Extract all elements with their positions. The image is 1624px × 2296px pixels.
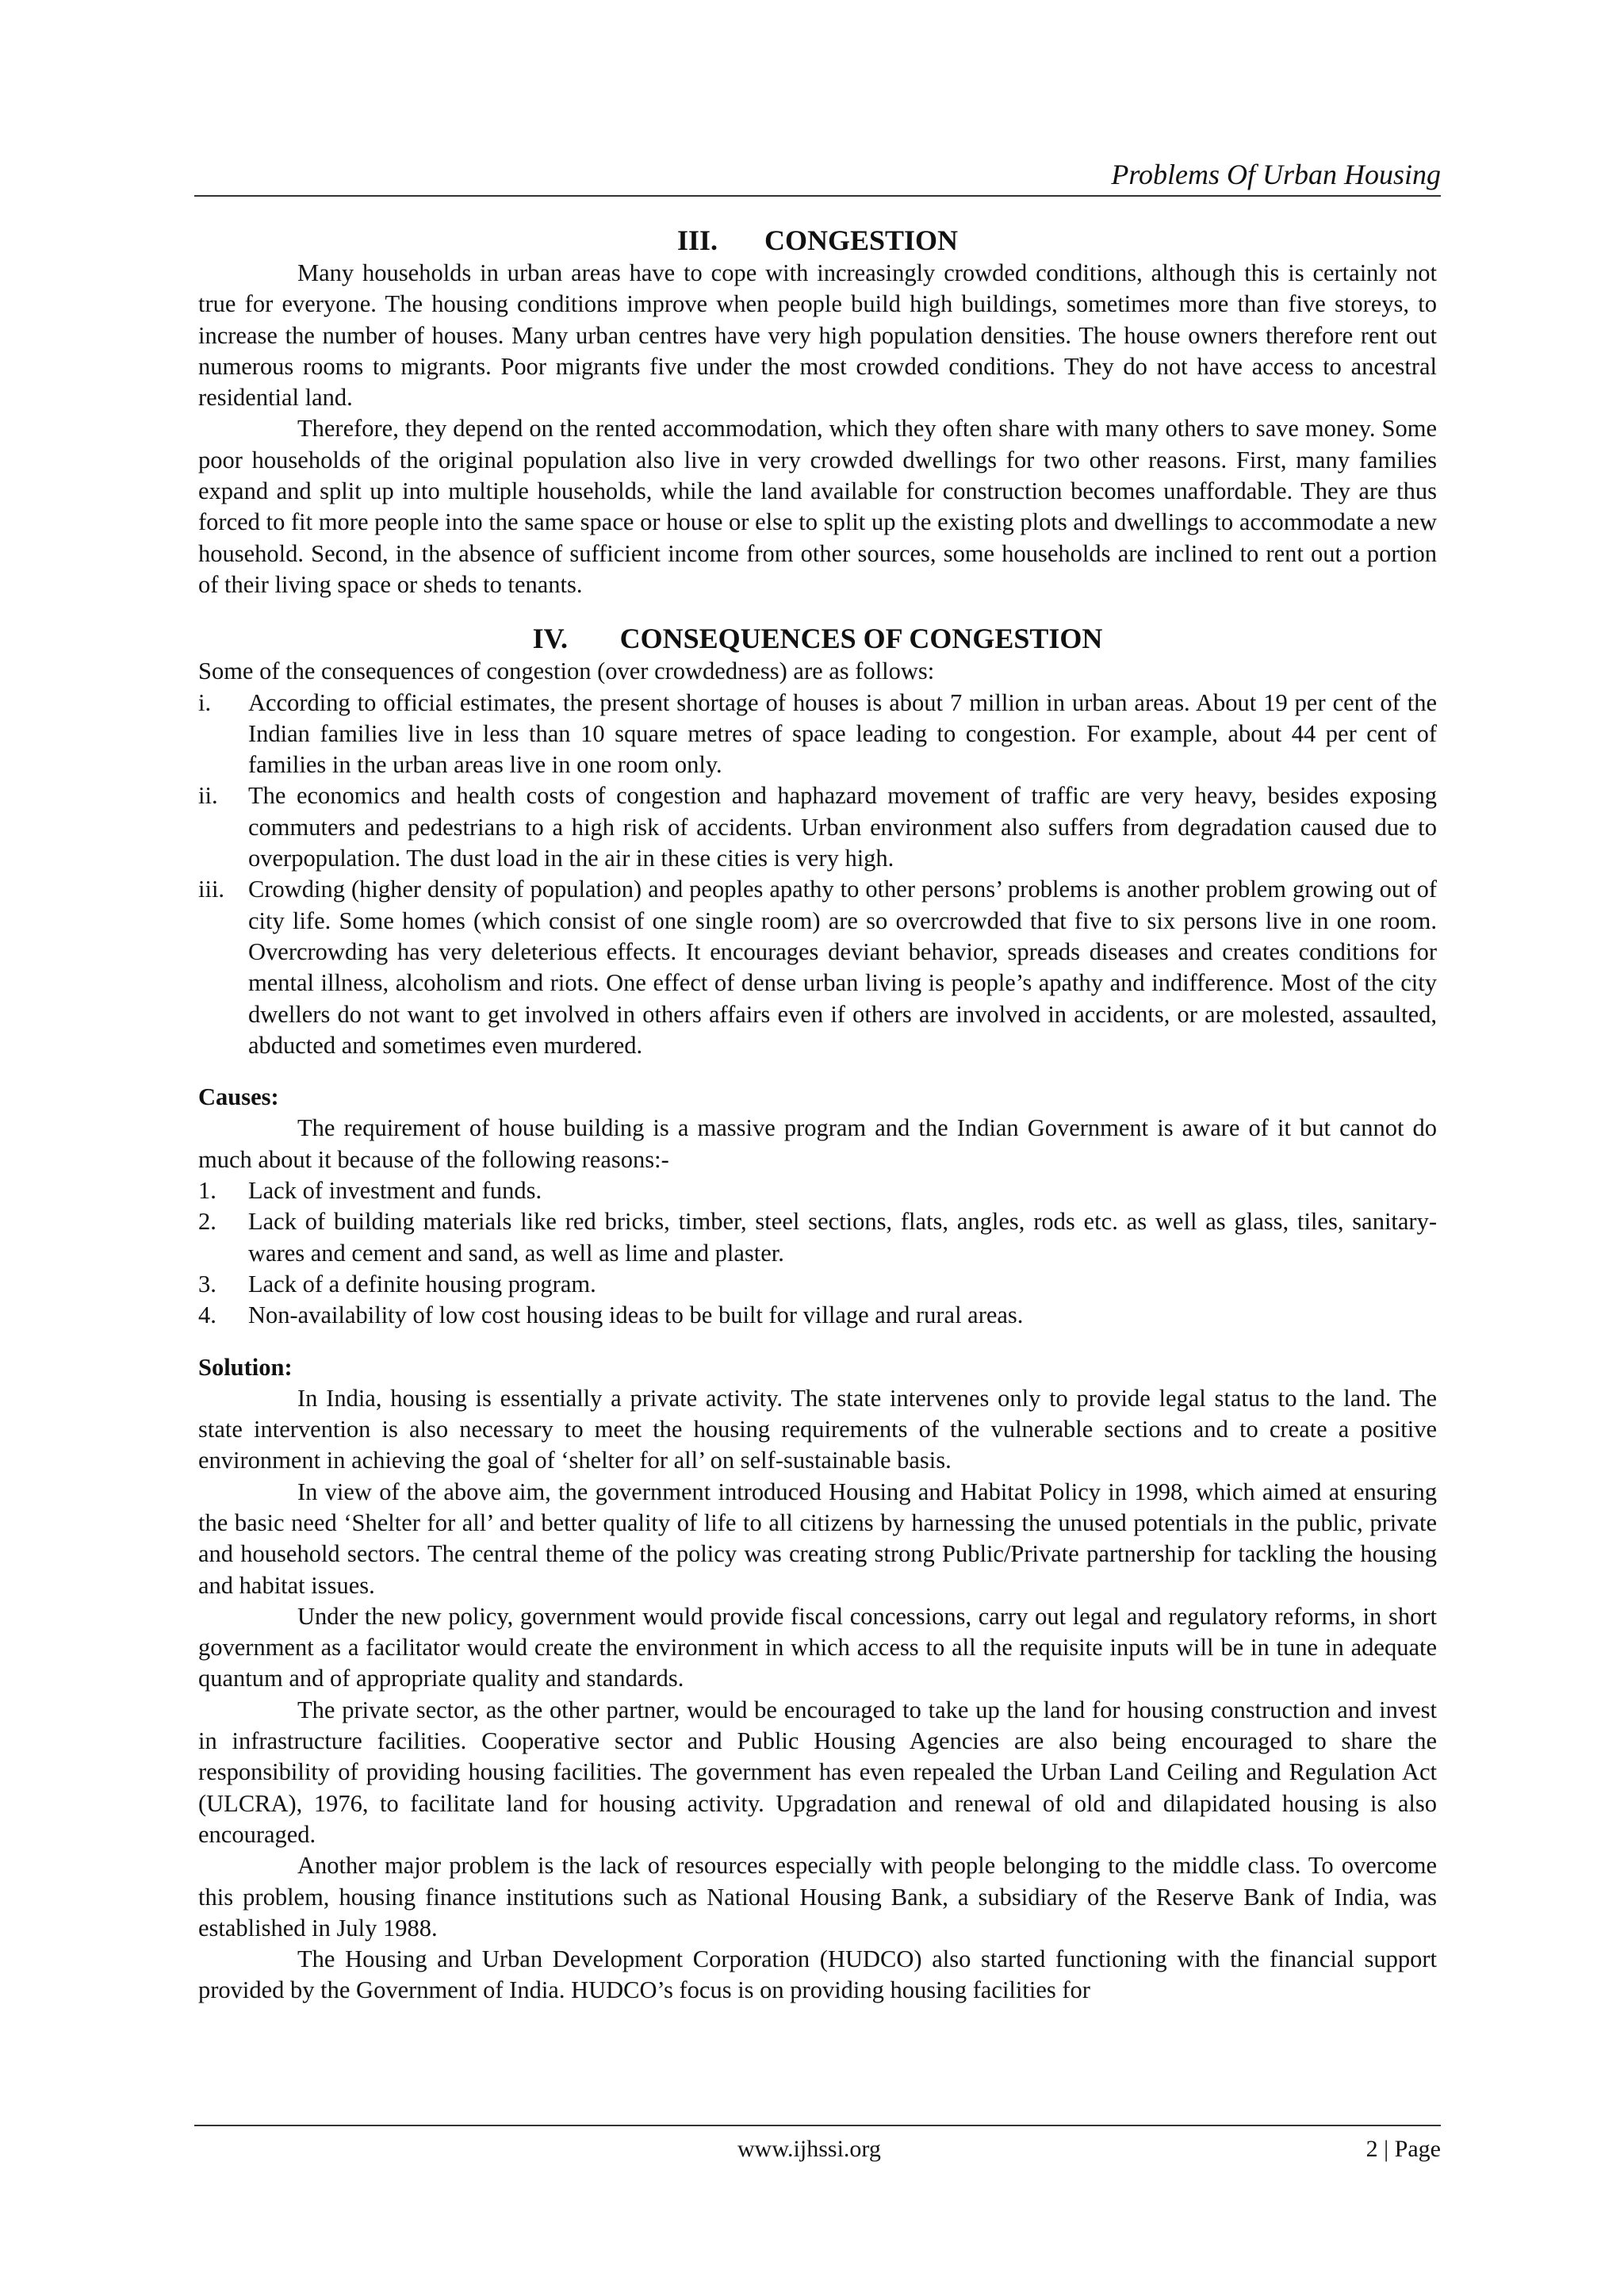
running-header: Problems Of Urban Housing [1111,159,1441,190]
list-intro: Some of the consequences of congestion (over crowdedness) are as follows: [198,657,935,685]
list-item-text: The economics and health costs of congestion and haphazard movement of traffic are very heavy, besides exposing commuters and pedestrians to a high risk of accidents. Urban environment also suffers from degradation caused due to overpopulation. The dust load in the air in these cities is very high. [248,782,1437,872]
footer-divider [194,2125,1441,2126]
paragraph: The Housing and Urban Development Corporation (HUDCO) also started functioning with the financial support provided by the Government of India. HUDCO’s focus is on providing housing facilities for [198,1945,1437,2004]
list-marker: 1. [198,1177,216,1205]
paragraph: Therefore, they depend on the rented accommodation, which they often share with many others to save money. Some poor households of the original population also live in very crowded dwellings for two other reasons. First, many families expand and split up into multiple households, while the land available for construction becomes unaffordable. They are thus forced to fit more people into the same space or house or else to split up the existing plots and dwellings to accommodate a new household. Second, in the absence of sufficient income from other sources, some households are inclined to rent out a portion of their living space or sheds to tenants. [198,415,1437,598]
list-marker: 3. [198,1270,216,1297]
list-item [198,780,1437,874]
paragraph: Under the new policy, government would provide fiscal concessions, carry out legal and regulatory reforms, in short government as a facilitator would create the environment in which access to all the requisite inputs will be in tune in adequate quantum and of appropriate quality and standards. [198,1602,1437,1692]
paragraph: In India, housing is essentially a private activity. The state intervenes only to provide legal status to the land. The state intervention is also necessary to meet the housing requirements of the vulnerable sections and to create a positive environment in achieving the goal of ‘shelter for all’ on self-sustainable basis. [198,1384,1437,1474]
list-item [198,688,1437,781]
footer-url: www.ijhssi.org [737,2136,881,2162]
list-item-text: Lack of building materials like red bricks, timber, steel sections, flats, angles, rods etc. as well as glass, tiles, sanitary-wares and cement and sand, as well as lime and plaster. [248,1208,1437,1267]
list-item [198,1300,1437,1331]
list-item [198,1206,1437,1269]
list-marker: iii. [198,876,225,903]
list-marker: 2. [198,1208,216,1236]
list-item [198,874,1437,1061]
header-divider [194,195,1441,197]
list-item-text: Lack of investment and funds. [248,1177,542,1205]
section-title: CONSEQUENCES OF CONGESTION [619,623,1103,655]
paragraph: The requirement of house building is a massive program and the Indian Government is aware of it but cannot do much about it because of the following reasons:- [198,1114,1437,1173]
list-item [198,1175,1437,1206]
paragraph: In view of the above aim, the government introduced Housing and Habitat Policy in 1998, which aimed at ensuring the basic need ‘Shelter for all’ and better quality of life to all citizens by harnessing the unused potentials in the public, private and household sectors. The central theme of the policy was creating strong Public/Private partnership for tackling the housing and habitat issues. [198,1478,1437,1599]
subheading-solution: Solution: [198,1353,293,1381]
causes-list [198,1175,1437,1331]
list-item-text: Lack of a definite housing program. [248,1270,596,1297]
list-marker: i. [198,688,212,716]
section-title: CONGESTION [764,224,959,256]
section-number: IV. [532,623,568,655]
list-item [198,1269,1437,1300]
list-item-text: Crowding (higher density of population) and peoples apathy to other persons’ problems is another problem growing out of city life. Some homes (which consist of one single room) are so overcrowded that five to six persons live in one room. Overcrowding has very deleterious effects. It encourages deviant behavior, spreads diseases and creates conditions for mental illness, alcoholism and riots. One effect of dense urban living is people’s apathy and indifference. Most of the city dwellers do not want to get involved in others affairs even if others are involved in accidents, or are molested, assaulted, abducted and sometimes even murdered. [248,876,1437,1059]
paragraph: The private sector, as the other partner, would be encouraged to take up the land for housing construction and invest in infrastructure facilities. Cooperative sector and Public Housing Agencies are also being encouraged to share the responsibility of providing housing facilities. The government has even repealed the Urban Land Ceiling and Regulation Act (ULCRA), 1976, to facilitate land for housing activity. Upgradation and renewal of old and dilapidated housing is also encouraged. [198,1696,1437,1848]
list-item-text: Non-availability of low cost housing ideas to be built for village and rural areas. [248,1301,1024,1329]
section-heading-consequences [198,621,1437,656]
section-heading-congestion [198,223,1437,258]
list-marker: 4. [198,1301,216,1329]
subheading-causes: Causes: [198,1083,279,1111]
list-item-text: According to official estimates, the present shortage of houses is about 7 million in urban areas. About 19 per cent of the Indian families live in less than 10 square metres of space leading to congestion. For example, about 44 per cent of families in the urban areas live in one room only. [248,688,1437,779]
section-number: III. [676,224,718,256]
consequences-list [198,688,1437,1062]
paragraph: Another major problem is the lack of resources especially with people belonging to the middle class. To overcome this problem, housing finance institutions such as National Housing Bank, a subsidiary of the Reserve Bank of India, was established in July 1988. [198,1852,1437,1941]
article-body [198,223,1437,2007]
page-number: 2 | Page [1365,2136,1441,2162]
list-marker: ii. [198,782,218,810]
paragraph: Many households in urban areas have to cope with increasingly crowded conditions, although this is certainly not true for everyone. The housing conditions improve when people build high buildings, sometimes more than five storeys, to increase the number of houses. Many urban centres have very high population densities. The house owners therefore rent out numerous rooms to migrants. Poor migrants five under the most crowded conditions. They do not have access to ancestral residential land. [198,259,1437,412]
